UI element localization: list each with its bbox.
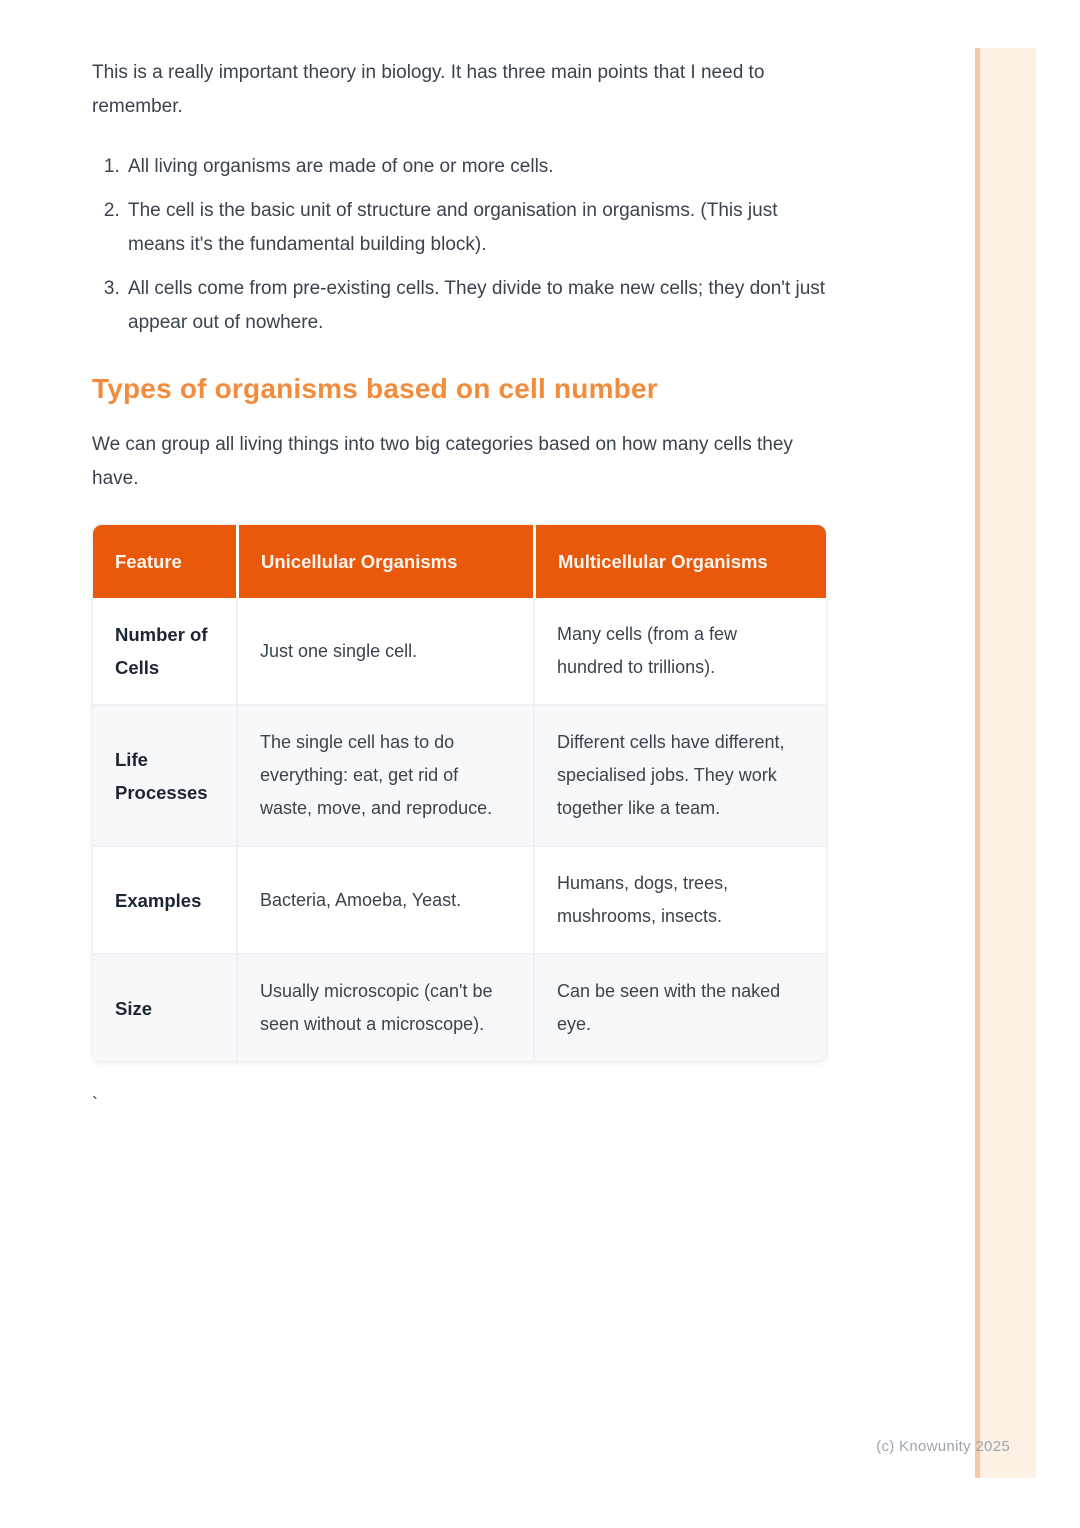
list-item: 1. All living organisms are made of one or more cells. — [125, 150, 827, 184]
table-row — [93, 704, 826, 845]
list-item: 3. All cells come from pre-existing cells. They divide to make new cells; they don't just appear out of nowhere. — [125, 272, 827, 340]
stray-backtick: ` — [92, 1094, 98, 1114]
header-cell-unicellular: Unicellular Organisms — [236, 525, 533, 598]
row-unicellular-cell: Bacteria, Amoeba, Yeast. — [236, 845, 533, 953]
table-row — [93, 845, 826, 953]
comparison-table — [92, 524, 827, 1062]
footer-copyright: (c) Knowunity 2025 — [876, 1438, 1010, 1455]
header-cell-feature: Feature — [93, 525, 236, 598]
row-multicellular-cell: Can be seen with the naked eye. — [533, 953, 826, 1061]
row-feature-label: Size — [93, 953, 236, 1061]
row-multicellular-cell: Humans, dogs, trees, mushrooms, insects. — [533, 845, 826, 953]
row-unicellular-cell: Usually microscopic (can't be seen without a microscope). — [236, 953, 533, 1061]
table-row — [93, 953, 826, 1061]
cell-theory-list — [92, 150, 827, 340]
section-intro-paragraph: We can group all living things into two big categories based on how many cells they have. — [92, 434, 793, 489]
section-heading: Types of organisms based on cell number — [92, 373, 658, 404]
header-cell-multicellular: Multicellular Organisms — [533, 525, 826, 598]
row-feature-label: Life Processes — [93, 704, 236, 845]
row-feature-label: Number of Cells — [93, 598, 236, 704]
row-unicellular-cell: Just one single cell. — [236, 598, 533, 704]
decorative-stripe — [975, 48, 1036, 1478]
table-row — [93, 598, 826, 704]
row-unicellular-cell: The single cell has to do everything: eat, get rid of waste, move, and reproduce. — [236, 704, 533, 845]
notes-content — [92, 56, 827, 1115]
intro-paragraph: This is a really important theory in biology. It has three main points that I need to remember. — [92, 62, 765, 117]
list-item: 2. The cell is the basic unit of structure and organisation in organisms. (This just means it's the fundamental building block). — [125, 194, 827, 262]
row-feature-label: Examples — [93, 845, 236, 953]
row-multicellular-cell: Many cells (from a few hundred to trillions). — [533, 598, 826, 704]
row-multicellular-cell: Different cells have different, specialised jobs. They work together like a team. — [533, 704, 826, 845]
table-header-row — [93, 525, 826, 598]
